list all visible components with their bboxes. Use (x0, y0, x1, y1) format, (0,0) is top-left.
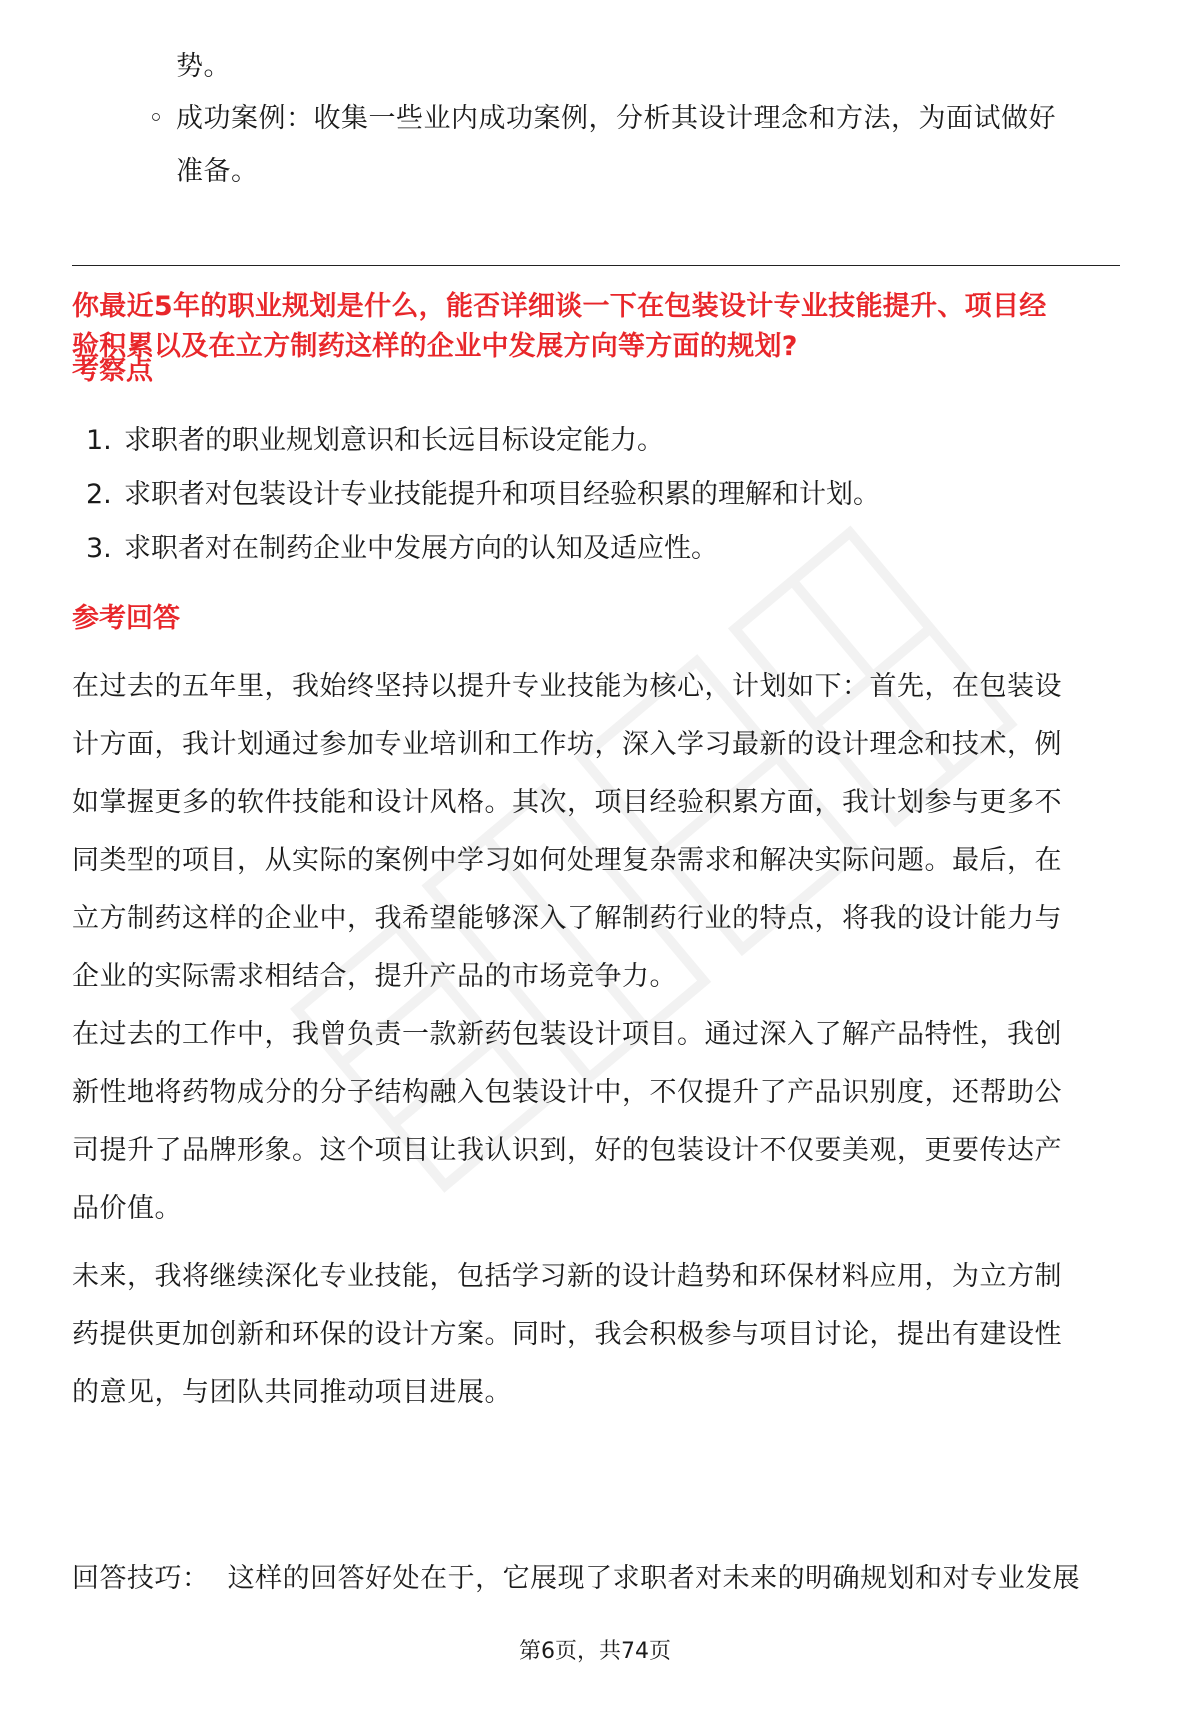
paragraph-line: 企业的实际需求相结合，提升产品的市场竞争力。 (72, 961, 677, 992)
paragraph-line: 立方制药这样的企业中，我希望能够深入了解制药行业的特点，将我的设计能力与 (72, 903, 1062, 934)
paragraph-line: 计方面，我计划通过参加专业培训和工作坊，深入学习最新的设计理念和技术，例 (72, 729, 1062, 760)
answer-paragraph-2 (72, 1006, 1120, 1238)
assessment-item (86, 529, 718, 569)
section-divider (72, 265, 1120, 266)
paragraph-line: 如掌握更多的软件技能和设计风格。其次，项目经验积累方面，我计划参与更多不 (72, 787, 1062, 818)
assessment-label: 考察点 (72, 355, 153, 386)
assessment-item-text: 求职者的职业规划意识和长远目标设定能力。 (124, 425, 664, 456)
assessment-item-text: 求职者对在制药企业中发展方向的认知及适应性。 (124, 533, 718, 564)
bullet-text-line2: 准备。 (176, 156, 259, 187)
question-line1: 你最近5年的职业规划是什么，能否详细谈一下在包装设计专业技能提升、项目经 (72, 291, 1047, 322)
paragraph-line: 的意见，与团队共同推动项目进展。 (72, 1377, 512, 1408)
question-heading (72, 287, 1120, 367)
continuation-text: 势。 (176, 51, 231, 82)
paragraph-line: 同类型的项目，从实际的案例中学习如何处理复杂需求和解决实际问题。最后，在 (72, 845, 1062, 876)
page-number: 第6页，共74页 (519, 1639, 671, 1664)
bullet-marker: ◦ (148, 103, 164, 134)
reference-label: 参考回答 (72, 603, 180, 634)
answer-paragraph-1 (72, 658, 1120, 1006)
answer-paragraph-3 (72, 1248, 1120, 1422)
paragraph-line: 回答技巧： 这样的回答好处在于，它展现了求职者对未来的明确规划和对专业发展 (72, 1563, 1081, 1594)
paragraph-line: 司提升了品牌形象。这个项目让我认识到，好的包装设计不仅要美观，更要传达产 (72, 1135, 1062, 1166)
paragraph-line: 在过去的工作中，我曾负责一款新药包装设计项目。通过深入了解产品特性，我创 (72, 1019, 1062, 1050)
question-line2: 验积累以及在立方制药这样的企业中发展方向等方面的规划? (72, 331, 798, 362)
paragraph-line: 品价值。 (72, 1193, 182, 1224)
assessment-item-number: 3. (86, 533, 112, 564)
paragraph-line: 新性地将药物成分的分子结构融入包装设计中，不仅提升了产品识别度，还帮助公 (72, 1077, 1062, 1108)
bullet-text-line1: 成功案例：收集一些业内成功案例，分析其设计理念和方法，为面试做好 (176, 103, 1056, 134)
paragraph-line: 未来，我将继续深化专业技能，包括学习新的设计趋势和环保材料应用，为立方制 (72, 1261, 1062, 1292)
assessment-item-text: 求职者对包装设计专业技能提升和项目经验积累的理解和计划。 (124, 479, 880, 510)
assessment-item (86, 421, 664, 461)
paragraph-line: 药提供更加创新和环保的设计方案。同时，我会积极参与项目讨论，提出有建设性 (72, 1319, 1062, 1350)
assessment-item-number: 2. (86, 479, 112, 510)
assessment-item (86, 475, 880, 515)
assessment-item-number: 1. (86, 425, 112, 456)
paragraph-line: 在过去的五年里，我始终坚持以提升专业技能为核心，计划如下：首先，在包装设 (72, 671, 1062, 702)
answer-tips (72, 1434, 1120, 1724)
